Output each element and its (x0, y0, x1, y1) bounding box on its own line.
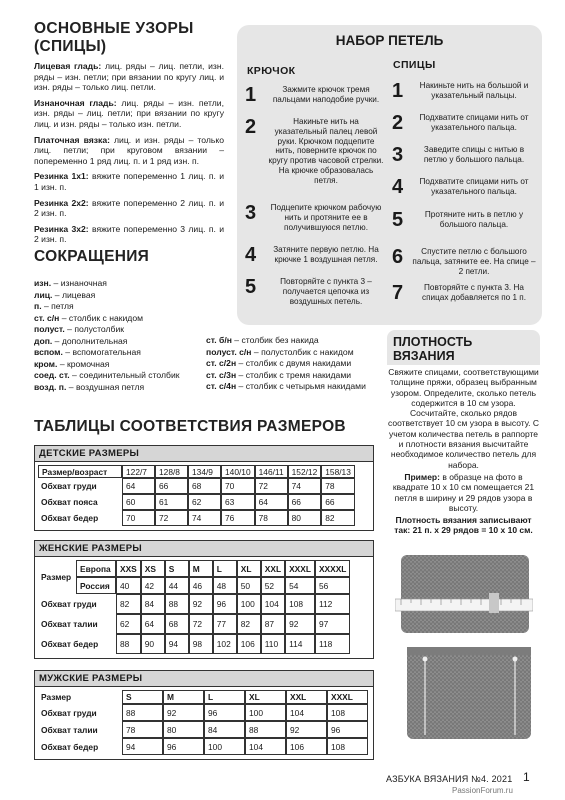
abbreviation-text: – лицевая (52, 289, 96, 300)
women-table-band: ЖЕНСКИЕ РАЗМЕРЫ (35, 541, 373, 557)
table-row (38, 704, 368, 721)
kids-table-band: ДЕТСКИЕ РАЗМЕРЫ (35, 446, 373, 462)
step-number: 4 (392, 176, 404, 198)
value-cell: 78 (255, 510, 288, 526)
men-table-band: МУЖСКИЕ РАЗМЕРЫ (35, 671, 373, 687)
patterns-list (34, 61, 224, 245)
size-header-cell: 152/12 (288, 465, 322, 478)
step-text: Протяните нить в петлю у большого пальца. (424, 210, 524, 229)
step-number: 5 (245, 276, 257, 298)
size-header-cell: XXXXL (315, 560, 350, 577)
density-example-term: Пример: (404, 471, 440, 482)
value-cell: 96 (204, 704, 245, 721)
row-label: Обхват талии (41, 724, 98, 735)
abbreviation-term: ст. с/н (34, 312, 60, 323)
pattern-item (34, 198, 224, 219)
value-cell: 97 (315, 614, 350, 634)
step-text: Подцепите крючком рабочую нить и протяните ее в получившуюся петлю. (270, 203, 382, 232)
abbreviation-item (34, 382, 144, 393)
abbreviation-text: – петля (41, 301, 74, 311)
value-cell: 70 (122, 510, 155, 526)
abbreviation-term: кром. (34, 358, 58, 369)
step-number: 5 (392, 209, 404, 231)
pattern-term: Изнаночная гладь: (34, 97, 117, 108)
table-row (38, 560, 350, 577)
row-label: Обхват бедер (41, 513, 99, 523)
needle-step (392, 145, 537, 165)
russia-label: Россия (76, 577, 116, 594)
pattern-term: Лицевая гладь: (34, 61, 102, 71)
density-formula-text: 21 п. х 29 рядов = 10 х 10 см. (410, 525, 533, 536)
step-text: Повторяйте с пункта 3 – получается цепочка из воздушных петель. (280, 277, 372, 306)
size-header-cell: L (204, 690, 245, 704)
women-table-body (35, 557, 373, 658)
value-cell: 66 (321, 494, 355, 510)
value-cell: 60 (122, 494, 155, 510)
value-cell: 70 (221, 478, 255, 494)
knitted-swatch-photo-pins (405, 645, 533, 741)
kids-sizes-table (34, 445, 374, 531)
size-header-cell: XXXL (285, 560, 315, 577)
value-cell: 77 (213, 614, 237, 634)
size-header-cell: L (213, 560, 237, 577)
abbreviation-text: – столбик с двумя накидами (236, 358, 352, 368)
row-label: Обхват груди (41, 481, 97, 491)
abbreviation-item (34, 324, 124, 335)
step-text: Затяните первую петлю. На крючке 1 воздушная петля. (273, 245, 379, 264)
pattern-item (34, 224, 224, 245)
step-number: 2 (245, 116, 257, 138)
needle-step (392, 177, 537, 197)
hook-step (245, 245, 385, 265)
abbreviation-text: – кромочная (57, 358, 110, 369)
pattern-text: лиц. ряды – изн. петли, изн. ряды – лиц. петли; при вязании по кругу лиц. и изн. ряды – только изн. петли. (34, 97, 224, 129)
abbreviation-text: – полустолбик с накидом (251, 346, 354, 357)
abbreviation-item (34, 336, 127, 347)
abbreviation-term: лиц. (34, 289, 53, 300)
value-cell: 61 (155, 494, 188, 510)
abbreviation-item (34, 301, 74, 312)
value-cell: 92 (286, 721, 327, 738)
caston-panel (237, 25, 542, 325)
men-table (38, 690, 368, 755)
abbreviation-term: возд. п. (34, 381, 67, 392)
size-header-cell: 128/8 (155, 465, 188, 478)
abbreviation-term: ст. с/3н (206, 369, 237, 380)
table-row (38, 738, 368, 755)
size-header-cell: M (189, 560, 213, 577)
value-cell: 62 (188, 494, 221, 510)
value-cell: 94 (165, 634, 189, 654)
value-cell: 72 (189, 614, 213, 634)
abbreviation-text: – столбик с накидом (59, 312, 144, 323)
abbreviation-item (34, 278, 107, 289)
abbreviation-text: – воздушная петля (66, 381, 145, 392)
value-cell: 92 (163, 704, 204, 721)
pattern-item (34, 61, 224, 93)
abbreviation-item (34, 290, 95, 301)
value-cell: 108 (327, 704, 368, 721)
value-cell: 106 (237, 634, 261, 654)
row-label: Размер (41, 572, 72, 582)
abbreviation-term: п. (34, 301, 42, 311)
abbreviation-item (206, 381, 366, 392)
abbreviation-term: полуст. (34, 324, 65, 334)
value-cell: 68 (188, 478, 221, 494)
men-sizes-table (34, 670, 374, 760)
women-sizes-table (34, 540, 374, 659)
value-cell: 78 (321, 478, 355, 494)
abbreviation-item (34, 347, 141, 358)
size-header-cell: 134/9 (188, 465, 221, 478)
value-cell: 84 (141, 594, 165, 614)
abbreviation-term: ст. с/2н (206, 358, 237, 368)
value-cell: 92 (189, 594, 213, 614)
needle-step (392, 210, 537, 230)
value-cell: 82 (116, 594, 141, 614)
women-table (38, 560, 350, 654)
value-cell: 96 (327, 721, 368, 738)
abbreviation-text: – дополнительная (52, 335, 128, 346)
hook-step (245, 117, 385, 186)
value-cell: 66 (155, 478, 188, 494)
density-paragraph: Свяжите спицами, соответствующими толщине пряжи, образец выбранным узором. Определите, сколько петель содержится в 10 см узора. Сосчитайте, сколько рядов соответствует 10 см узора в высоту. С учетом количества петель в раппорте и плотности вязания высчитайте необходимое количество петель для набора. (388, 367, 539, 470)
table-row (38, 478, 355, 494)
kids-table (38, 465, 355, 526)
size-header-cell: XXL (261, 560, 285, 577)
step-number: 7 (392, 282, 404, 304)
step-number: 3 (245, 202, 257, 224)
page-number: 1 (523, 770, 530, 784)
density-title: ПЛОТНОСТЬ ВЯЗАНИЯ (387, 330, 540, 365)
row-label: Обхват бедер (41, 639, 99, 649)
value-cell: 82 (321, 510, 355, 526)
density-formula (387, 515, 540, 536)
size-header-cell: 52 (261, 577, 285, 594)
value-cell: 98 (189, 634, 213, 654)
value-cell: 88 (116, 634, 141, 654)
size-header-cell: XXL (286, 690, 327, 704)
needle-step (392, 247, 537, 276)
kids-table-body (35, 462, 373, 530)
pattern-term: Резинка 3х2: (34, 223, 89, 234)
hook-step (245, 203, 385, 232)
hook-step (245, 277, 385, 306)
size-header-cell: 40 (116, 577, 141, 594)
abbreviation-term: ст. с/4н (206, 381, 237, 391)
abbreviation-term: доп. (34, 335, 53, 346)
step-text: Подхватите спицами нить от указательного пальца. (419, 113, 529, 132)
size-header-cell: 146/11 (255, 465, 288, 478)
abbreviation-item (34, 370, 180, 381)
step-text: Спустите петлю с большого пальца, затяните ее. На спице – 2 петли. (412, 247, 536, 276)
value-cell: 96 (163, 738, 204, 755)
size-header-cell: XXS (116, 560, 141, 577)
patterns-title: ОСНОВНЫЕ УЗОРЫ (СПИЦЫ) (34, 20, 194, 55)
value-cell: 80 (163, 721, 204, 738)
value-cell: 88 (122, 704, 163, 721)
size-header-cell: 50 (237, 577, 261, 594)
step-number: 1 (392, 80, 404, 102)
pattern-item (34, 171, 224, 192)
value-cell: 84 (204, 721, 245, 738)
row-label: Обхват груди (41, 599, 97, 609)
needle-step (392, 81, 537, 101)
abbreviation-term: изн. (34, 278, 52, 288)
size-header-cell: XS (141, 560, 165, 577)
table-row (38, 690, 368, 704)
needle-step (392, 283, 537, 303)
step-text: Повторяйте с пункта 3. На спицах добавляется по 1 п. (421, 283, 526, 302)
value-cell: 102 (213, 634, 237, 654)
row-header-label: Размер/возраст (38, 465, 122, 478)
value-cell: 64 (141, 614, 165, 634)
step-text: Заведите спицы с нитью в петлю у большого пальца. (423, 145, 525, 164)
size-header-cell: S (122, 690, 163, 704)
pattern-term: Резинка 1х1: (34, 171, 89, 182)
tables-title: ТАБЛИЦЫ СООТВЕТСТВИЯ РАЗМЕРОВ (34, 418, 346, 435)
step-text: Накиньте нить на указательный палец левой руки. Крючком подцепите нить, поверните крючок по кругу против часовой стрелки. На крючке образовалась петля. (268, 117, 384, 185)
abbreviation-text: – столбик с четырьмя накидами (236, 381, 366, 391)
value-cell: 108 (327, 738, 368, 755)
density-section (387, 330, 540, 536)
abbreviation-text: – изнаночная (51, 278, 107, 288)
table-row (38, 614, 350, 634)
value-cell: 106 (286, 738, 327, 755)
step-text: Зажмите крючок тремя пальцами наподобие ручки. (272, 85, 380, 104)
hook-column-title: КРЮЧОК (247, 65, 296, 77)
density-example-text: в образце на фото в квадрате 10 х 10 см помещается 21 петля в ширину и 29 рядов узора в высоту. (392, 471, 535, 513)
row-label: Обхват груди (41, 707, 97, 718)
patterns-section (34, 20, 224, 245)
value-cell: 92 (285, 614, 315, 634)
table-row (38, 634, 350, 654)
step-number: 2 (392, 112, 404, 134)
value-cell: 62 (116, 614, 141, 634)
pattern-text: вяжите попеременно 2 лиц. п. и 2 изн. п. (34, 197, 224, 219)
step-text: Накиньте нить на большой и указательный пальцы. (419, 81, 529, 100)
table-row (38, 494, 355, 510)
size-header-cell: S (165, 560, 189, 577)
size-header-cell: 140/10 (221, 465, 255, 478)
abbreviation-text: – соединительный столбик (69, 370, 180, 380)
needles-column-title: СПИЦЫ (393, 59, 436, 71)
value-cell: 104 (286, 704, 327, 721)
abbreviation-text: – столбик без накида (231, 335, 319, 345)
size-header-cell: XL (245, 690, 286, 704)
table-row (38, 594, 350, 614)
pattern-text: лиц. и изн. ряды – только лиц. петли; при круговом вязании – попеременно 1 ряд лиц. п. и 1 ряд изн. п. (34, 134, 224, 166)
value-cell: 88 (165, 594, 189, 614)
value-cell: 104 (261, 594, 285, 614)
step-number: 3 (392, 144, 404, 166)
size-header-cell: 42 (141, 577, 165, 594)
size-header-cell: 44 (165, 577, 189, 594)
density-example (387, 472, 540, 513)
density-formula-term: Плотность вязания записывают так: (394, 515, 532, 536)
abbreviation-item (206, 370, 351, 381)
value-cell: 63 (221, 494, 255, 510)
size-header-cell: 54 (285, 577, 315, 594)
step-text: Подхватите спицами нить от указательного пальца. (419, 177, 529, 196)
size-header-cell: 122/7 (122, 465, 155, 478)
pattern-item (34, 135, 224, 167)
abbreviation-term: вспом. (34, 347, 63, 357)
value-cell: 96 (213, 594, 237, 614)
value-cell: 74 (288, 478, 322, 494)
size-header-cell: 56 (315, 577, 350, 594)
size-header-cell: 48 (213, 577, 237, 594)
value-cell: 80 (288, 510, 322, 526)
value-cell: 100 (245, 704, 286, 721)
abbreviations-title: СОКРАЩЕНИЯ (34, 248, 150, 265)
abbreviation-item (206, 347, 354, 358)
value-cell: 66 (288, 494, 322, 510)
value-cell: 118 (315, 634, 350, 654)
value-cell: 100 (237, 594, 261, 614)
abbreviation-term: полуст. с/н (206, 346, 252, 357)
men-table-body (35, 687, 373, 759)
pattern-text: вяжите попеременно 1 лиц. п. и 1 изн. п. (34, 171, 224, 192)
step-number: 4 (245, 244, 257, 266)
abbreviation-item (206, 358, 351, 369)
value-cell: 64 (122, 478, 155, 494)
pattern-text: лиц. ряды – лиц. петли, изн. ряды – изн. петли; при вязании по кругу лиц. и изн. ряды – только лиц. петли. (34, 61, 224, 93)
caston-title: НАБОР ПЕТЕЛЬ (335, 33, 444, 48)
europe-label: Европа (76, 560, 116, 577)
hook-step (245, 85, 385, 105)
value-cell: 78 (122, 721, 163, 738)
size-header-cell: 158/13 (321, 465, 355, 478)
value-cell: 74 (188, 510, 221, 526)
abbreviation-text: – столбик с тремя накидами (236, 369, 352, 380)
value-cell: 76 (221, 510, 255, 526)
pattern-term: Платочная вязка: (34, 134, 110, 145)
abbreviation-term: ст. б/н (206, 335, 232, 345)
value-cell: 64 (255, 494, 288, 510)
watermark-site: PassionForum.ru (452, 786, 513, 795)
size-header-cell: XXXL (327, 690, 368, 704)
value-cell: 90 (141, 634, 165, 654)
magazine-footer: АЗБУКА ВЯЗАНИЯ №4. 2021 (386, 774, 513, 784)
pattern-text: вяжите попеременно 3 лиц. п. и 2 изн. п. (34, 223, 224, 245)
value-cell: 100 (204, 738, 245, 755)
table-row (38, 577, 350, 594)
value-cell: 72 (255, 478, 288, 494)
size-header-cell: XL (237, 560, 261, 577)
row-label: Размер (41, 692, 72, 702)
abbreviation-item (34, 313, 143, 324)
table-row (38, 510, 355, 526)
abbreviation-text: – вспомогательная (62, 347, 141, 357)
value-cell: 104 (245, 738, 286, 755)
abbreviation-item (206, 335, 319, 346)
table-row (38, 465, 355, 478)
value-cell: 94 (122, 738, 163, 755)
pattern-item (34, 98, 224, 130)
row-label: Обхват пояса (41, 497, 98, 507)
table-row (38, 721, 368, 738)
value-cell: 68 (165, 614, 189, 634)
size-header-cell: 46 (189, 577, 213, 594)
size-header-cell: M (163, 690, 204, 704)
value-cell: 108 (285, 594, 315, 614)
value-cell: 114 (285, 634, 315, 654)
step-number: 6 (392, 246, 404, 268)
value-cell: 112 (315, 594, 350, 614)
pattern-term: Резинка 2х2: (34, 197, 89, 208)
value-cell: 88 (245, 721, 286, 738)
row-label: Обхват бедер (41, 741, 99, 752)
abbreviation-item (34, 359, 109, 370)
value-cell: 72 (155, 510, 188, 526)
value-cell: 82 (237, 614, 261, 634)
knitted-swatch-photo-ruler (395, 553, 533, 635)
abbreviation-term: соед. ст. (34, 370, 70, 380)
row-label: Обхват талии (41, 619, 98, 629)
value-cell: 87 (261, 614, 285, 634)
needle-step (392, 113, 537, 133)
step-number: 1 (245, 84, 257, 106)
value-cell: 110 (261, 634, 285, 654)
abbreviation-text: – полустолбик (64, 324, 125, 334)
